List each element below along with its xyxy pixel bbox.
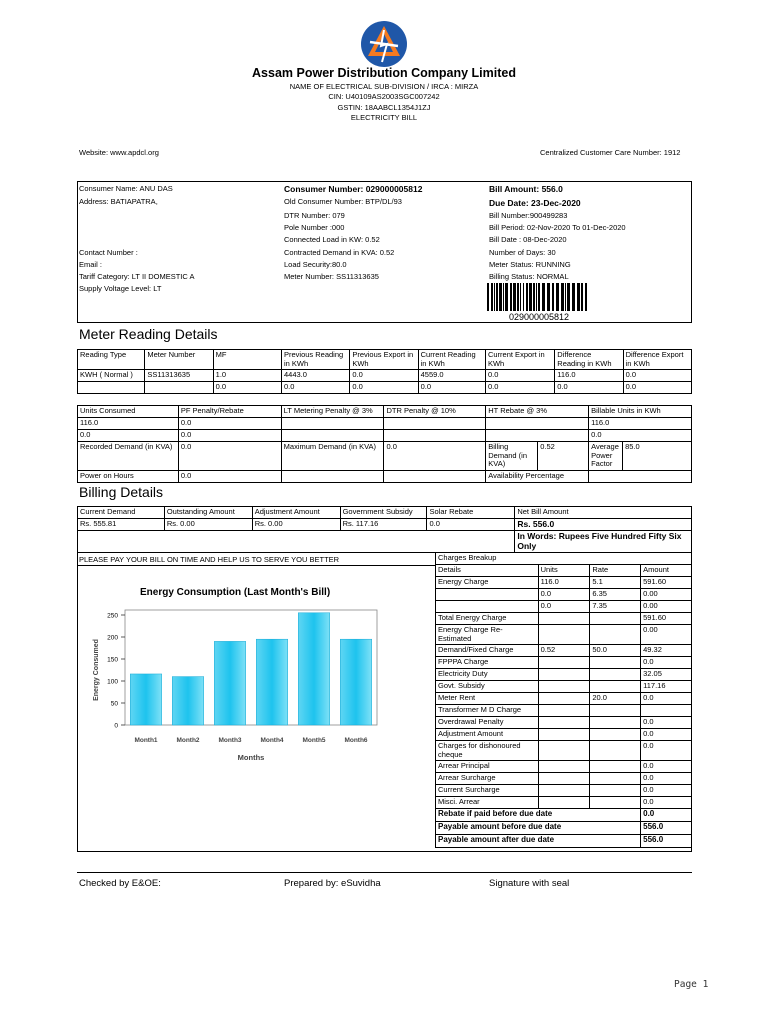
footer-divider: [77, 872, 692, 873]
barcode-text: 029000005812: [508, 312, 570, 322]
barcode-bar: [496, 283, 498, 311]
payment-notice: PLEASE PAY YOUR BILL ON TIME AND HELP US TO SERVE YOU BETTER: [79, 555, 340, 564]
payable-after-value: 556.0: [641, 835, 692, 848]
units-header: DTR Penalty @ 10%: [384, 406, 486, 418]
barcode-bar: [503, 283, 504, 311]
charge-amount: 0.00: [641, 625, 692, 645]
billing-header: Solar Rebate: [427, 507, 515, 519]
units-cell: Billing Demand (in KVA): [486, 442, 538, 471]
charge-detail: Electricity Duty: [436, 669, 539, 681]
y-tick-label: 250: [107, 612, 118, 620]
table-row: [78, 470, 692, 482]
charge-amount: 0.0: [641, 657, 692, 669]
barcode-bar: [552, 283, 554, 311]
charge-amount: [641, 705, 692, 717]
billing-cell: Rs. 0.00: [164, 519, 252, 531]
charge-amount: 591.60: [641, 613, 692, 625]
charge-rate: [590, 797, 641, 809]
subdivision: NAME OF ELECTRICAL SUB-DIVISION / IRCA : MIRZA: [289, 82, 479, 91]
charges-header: Amount: [641, 565, 692, 577]
billing-cell: 0.0: [427, 519, 515, 531]
units-cell: 0.0: [589, 430, 692, 442]
mr-header: Difference Export in KWh: [623, 350, 691, 370]
barcode-bar: [517, 283, 519, 311]
charge-detail: FPPPA Charge: [436, 657, 539, 669]
charge-detail: Meter Rent: [436, 693, 539, 705]
cin: CIN: U40109AS2003SGC007242: [328, 92, 440, 101]
units-cell: 116.0: [78, 418, 179, 430]
billing-cell: Rs. 555.81: [78, 519, 165, 531]
mr-header: Current Reading in KWh: [418, 350, 485, 370]
y-tick-label: 100: [107, 678, 118, 686]
units-cell: Recorded Demand (in KVA): [78, 442, 179, 471]
mr-cell: [78, 382, 145, 394]
charge-units: [538, 797, 590, 809]
units-cell: 116.0: [589, 418, 692, 430]
mr-header: Reading Type: [78, 350, 145, 370]
meter-status: Meter Status: RUNNING: [489, 260, 571, 269]
table-row: [78, 382, 692, 394]
charge-detail: Total Energy Charge: [436, 613, 539, 625]
charge-units: 0.0: [538, 589, 590, 601]
barcode-bar: [513, 283, 516, 311]
charges-table: [435, 552, 692, 848]
charge-rate: 7.35: [590, 601, 641, 613]
units-cell: [281, 418, 384, 430]
units-cell: 0.0: [178, 442, 281, 471]
charge-detail: Transformer M D Charge: [436, 705, 539, 717]
meter-reading-title: Meter Reading Details: [79, 326, 218, 342]
charge-rate: [590, 717, 641, 729]
barcode-bar: [505, 283, 508, 311]
barcode-bar: [494, 283, 495, 311]
units-cell: 85.0: [623, 442, 692, 471]
barcode-bar: [542, 283, 545, 311]
charges-header: Units: [538, 565, 590, 577]
table-row: [436, 669, 692, 681]
charge-rate: [590, 773, 641, 785]
charge-units: [538, 657, 590, 669]
barcode-bar: [487, 283, 489, 311]
x-axis-label: Months: [237, 753, 265, 762]
table-row: [436, 681, 692, 693]
charge-amount: 591.60: [641, 577, 692, 589]
charge-units: [538, 705, 590, 717]
page-number: Page 1: [674, 979, 709, 990]
mr-cell: 4443.0: [281, 370, 349, 382]
table-row: [78, 519, 692, 531]
billing-cell: Rs. 117.16: [340, 519, 427, 531]
rebate-value: 0.0: [641, 809, 692, 822]
charge-amount: 0.0: [641, 693, 692, 705]
charge-rate: [590, 657, 641, 669]
mr-cell: 0.0: [350, 382, 418, 394]
charge-detail: Current Surcharge: [436, 785, 539, 797]
mr-cell: 0.0: [281, 382, 349, 394]
barcode-bar: [577, 283, 580, 311]
contracted-demand: Contracted Demand in KVA: 0.52: [284, 248, 395, 257]
customer-care: Centralized Customer Care Number: 1912: [540, 148, 681, 157]
old-consumer-number: Old Consumer Number: BTP/DL/93: [284, 197, 402, 206]
charge-detail: Energy Charge Re-Estimated: [436, 625, 539, 645]
charge-units: 116.0: [538, 577, 590, 589]
table-row: [78, 370, 692, 382]
billing-header: Net Bill Amount: [515, 507, 692, 519]
chart-bar: [214, 641, 246, 725]
charge-amount: 0.0: [641, 729, 692, 741]
email: Email :: [79, 260, 102, 269]
gstin: GSTIN: 18AABCL1354J1ZJ: [337, 103, 431, 112]
consumer-number: Consumer Number: 029000005812: [284, 184, 423, 194]
mr-cell: 0.0: [485, 382, 554, 394]
y-axis-label: Energy Consumed: [93, 639, 100, 701]
x-tick-label: Month4: [260, 737, 284, 744]
charge-units: [538, 681, 590, 693]
units-header: Billable Units in KWh: [589, 406, 692, 418]
charge-amount: 0.00: [641, 589, 692, 601]
charge-units: [538, 625, 590, 645]
charge-rate: 50.0: [590, 645, 641, 657]
barcode-bar: [533, 283, 535, 311]
mr-cell: [145, 382, 213, 394]
supply-voltage: Supply Voltage Level: LT: [79, 284, 162, 293]
mr-header: Difference Reading in KWh: [555, 350, 623, 370]
chart-bar: [256, 639, 288, 725]
charge-units: 0.52: [538, 645, 590, 657]
barcode-bar: [491, 283, 493, 311]
company-logo: [360, 20, 408, 68]
charge-amount: 32.05: [641, 669, 692, 681]
charge-detail: Charges for dishonoured cheque: [436, 741, 539, 761]
billing-details-title: Billing Details: [79, 484, 164, 500]
mr-cell: 0.0: [213, 382, 281, 394]
pole-number: Pole Number :000: [284, 223, 345, 232]
chart-bar: [130, 674, 162, 725]
charge-rate: 20.0: [590, 693, 641, 705]
units-cell: [589, 470, 692, 482]
mr-header: Previous Export in KWh: [350, 350, 418, 370]
charge-units: [538, 717, 590, 729]
barcode-bar: [547, 283, 550, 311]
charge-units: [538, 613, 590, 625]
mr-cell: 0.0: [350, 370, 418, 382]
table-row: [436, 693, 692, 705]
units-header: PF Penalty/Rebate: [178, 406, 281, 418]
billing-header: Outstanding Amount: [164, 507, 252, 519]
mr-header: Current Export in KWh: [485, 350, 554, 370]
charge-units: [538, 729, 590, 741]
barcode-bar: [567, 283, 570, 311]
y-tick-label: 200: [107, 634, 118, 642]
doc-type: ELECTRICITY BILL: [350, 113, 418, 122]
charge-amount: 49.32: [641, 645, 692, 657]
connected-load: Connected Load in KW: 0.52: [284, 235, 380, 244]
table-row: [78, 418, 692, 430]
charge-detail: Misci. Arrear: [436, 797, 539, 809]
table-row: [436, 761, 692, 773]
charge-units: [538, 773, 590, 785]
dtr-number: DTR Number: 079: [284, 211, 345, 220]
bill-amount: Bill Amount: 556.0: [489, 184, 563, 194]
units-cell: 0.0: [384, 442, 486, 471]
charge-detail: Demand/Fixed Charge: [436, 645, 539, 657]
charge-units: [538, 785, 590, 797]
units-header: HT Rebate @ 3%: [486, 406, 589, 418]
consumer-name: Consumer Name: ANU DAS: [79, 184, 173, 193]
barcode-bar: [561, 283, 564, 311]
payable-after-label: Payable amount after due date: [436, 835, 641, 848]
number-of-days: Number of Days: 30: [489, 248, 556, 257]
units-cell: Maximum Demand (in KVA): [281, 442, 384, 471]
x-tick-label: Month5: [302, 737, 326, 744]
mr-cell: 1.0: [213, 370, 281, 382]
units-cell: 0.0: [78, 430, 179, 442]
y-tick-label: 0: [114, 722, 118, 730]
units-cell: Power on Hours: [78, 470, 179, 482]
charge-amount: 0.0: [641, 797, 692, 809]
net-bill-amount: Rs. 556.0: [515, 519, 692, 531]
barcode-bar: [529, 283, 532, 311]
meter-number: Meter Number: SS11313635: [284, 272, 379, 281]
chart-title: Energy Consumption (Last Month's Bill): [140, 587, 331, 598]
units-cell: 0.0: [178, 430, 281, 442]
table-row: [436, 577, 692, 589]
contact-number: Contact Number :: [79, 248, 138, 257]
mr-cell: 0.0: [623, 370, 691, 382]
chart-bar: [298, 613, 330, 725]
table-row: [436, 705, 692, 717]
plot-area: [125, 610, 377, 725]
mr-cell: 4559.0: [418, 370, 485, 382]
chart-bar: [172, 677, 204, 725]
table-row: [436, 589, 692, 601]
mr-cell: 0.0: [623, 382, 691, 394]
bill-number: Bill Number:900499283: [489, 211, 568, 220]
charge-rate: [590, 741, 641, 761]
units-cell: 0.0: [178, 470, 281, 482]
table-row: [436, 601, 692, 613]
y-tick-label: 50: [110, 700, 118, 708]
charge-rate: [590, 785, 641, 797]
charge-rate: 5.1: [590, 577, 641, 589]
units-cell: [486, 430, 589, 442]
barcode-bar: [520, 283, 521, 311]
billing-header: Government Subsidy: [340, 507, 427, 519]
billing-status: Billing Status: NORMAL: [489, 272, 569, 281]
charge-detail: [436, 601, 539, 613]
billing-cell: [78, 531, 515, 553]
table-row: [78, 430, 692, 442]
charge-detail: Govt. Subsidy: [436, 681, 539, 693]
consumer-address: Address: BATIAPATRA,: [79, 197, 158, 206]
charge-rate: [590, 669, 641, 681]
units-cell: Average Power Factor: [589, 442, 623, 471]
barcode: [487, 283, 591, 311]
energy-consumption-chart: [82, 600, 382, 780]
table-row: [436, 741, 692, 761]
x-tick-label: Month2: [176, 737, 200, 744]
units-cell: [281, 430, 384, 442]
charge-detail: [436, 589, 539, 601]
mr-cell: 0.0: [418, 382, 485, 394]
units-table: [77, 405, 692, 483]
table-row: [436, 797, 692, 809]
charge-rate: [590, 613, 641, 625]
charge-rate: [590, 681, 641, 693]
billing-header: Adjustment Amount: [252, 507, 340, 519]
charge-detail: Overdrawal Penalty: [436, 717, 539, 729]
charge-amount: 0.0: [641, 773, 692, 785]
charges-header: Rate: [590, 565, 641, 577]
charge-rate: [590, 729, 641, 741]
x-tick-label: Month3: [218, 737, 242, 744]
billing-cell: Rs. 0.00: [252, 519, 340, 531]
barcode-bar: [538, 283, 540, 311]
billing-table: [77, 506, 692, 553]
charge-amount: 117.16: [641, 681, 692, 693]
charges-title: Charges Breakup: [436, 553, 692, 565]
charge-rate: 6.35: [590, 589, 641, 601]
charge-detail: Energy Charge: [436, 577, 539, 589]
charge-units: [538, 669, 590, 681]
charge-detail: Arrear Surcharge: [436, 773, 539, 785]
mr-header: Previous Reading in KWh: [281, 350, 349, 370]
charge-amount: 0.00: [641, 601, 692, 613]
charge-amount: 0.0: [641, 741, 692, 761]
table-row: [436, 625, 692, 645]
table-row: [436, 645, 692, 657]
mr-cell: 116.0: [555, 370, 623, 382]
amount-in-words: In Words: Rupees Five Hundred Fifty Six Only: [515, 531, 692, 553]
units-cell: [384, 430, 486, 442]
chart-bar: [340, 639, 372, 725]
barcode-bar: [585, 283, 587, 311]
bill-period: Bill Period: 02-Nov-2020 To 01-Dec-2020: [489, 223, 626, 232]
units-cell: 0.0: [178, 418, 281, 430]
mr-cell: 0.0: [485, 370, 554, 382]
x-tick-label: Month6: [344, 737, 368, 744]
barcode-bar: [510, 283, 512, 311]
table-row: [436, 773, 692, 785]
notice-divider: [77, 565, 435, 566]
table-row: [436, 729, 692, 741]
payable-before-value: 556.0: [641, 822, 692, 835]
rebate-label: Rebate if paid before due date: [436, 809, 641, 822]
barcode-bar: [565, 283, 566, 311]
bill-date: Bill Date : 08-Dec-2020: [489, 235, 567, 244]
table-row: [436, 785, 692, 797]
mr-header: Meter Number: [145, 350, 213, 370]
units-cell: [281, 470, 384, 482]
barcode-bar: [572, 283, 575, 311]
billing-header: Current Demand: [78, 507, 165, 519]
charge-rate: [590, 761, 641, 773]
barcode-bar: [536, 283, 537, 311]
table-row: [436, 657, 692, 669]
table-row: [436, 613, 692, 625]
charge-rate: [590, 625, 641, 645]
table-row: [436, 717, 692, 729]
charge-detail: Arrear Principal: [436, 761, 539, 773]
meter-reading-table: [77, 349, 692, 394]
units-cell: [384, 418, 486, 430]
charge-rate: [590, 705, 641, 717]
mr-cell: SS11313635: [145, 370, 213, 382]
barcode-bar: [523, 283, 524, 311]
charge-amount: 0.0: [641, 785, 692, 797]
charge-amount: 0.0: [641, 761, 692, 773]
units-cell: Availability Percentage: [486, 470, 589, 482]
charge-units: [538, 761, 590, 773]
table-row: [78, 442, 692, 471]
charge-units: [538, 693, 590, 705]
tariff-category: Tariff Category: LT II DOMESTIC A: [79, 272, 195, 281]
mr-cell: KWH ( Normal ): [78, 370, 145, 382]
charge-detail: Adjustment Amount: [436, 729, 539, 741]
signature: Signature with seal: [489, 878, 570, 889]
mr-cell: 0.0: [555, 382, 623, 394]
x-tick-label: Month1: [134, 737, 158, 744]
checked-by: Checked by E&OE:: [79, 878, 161, 889]
charges-header: Details: [436, 565, 539, 577]
charge-amount: 0.0: [641, 717, 692, 729]
units-cell: 0.52: [538, 442, 589, 471]
barcode-bar: [581, 283, 583, 311]
charge-units: 0.0: [538, 601, 590, 613]
load-security: Load Security:80.0: [284, 260, 347, 269]
units-header: LT Metering Penalty @ 3%: [281, 406, 384, 418]
units-cell: [384, 470, 486, 482]
payable-before-label: Payable amount before due date: [436, 822, 641, 835]
due-date: Due Date: 23-Dec-2020: [489, 198, 581, 208]
y-tick-label: 150: [107, 656, 118, 664]
barcode-bar: [526, 283, 528, 311]
barcode-bar: [499, 283, 502, 311]
mr-header: MF: [213, 350, 281, 370]
units-cell: [486, 418, 589, 430]
website: Website: www.apdcl.org: [79, 148, 159, 157]
units-header: Units Consumed: [78, 406, 179, 418]
charge-units: [538, 741, 590, 761]
barcode-bar: [556, 283, 559, 311]
prepared-by: Prepared by: eSuvidha: [284, 878, 381, 889]
company-name: Assam Power Distribution Company Limited: [252, 66, 516, 80]
